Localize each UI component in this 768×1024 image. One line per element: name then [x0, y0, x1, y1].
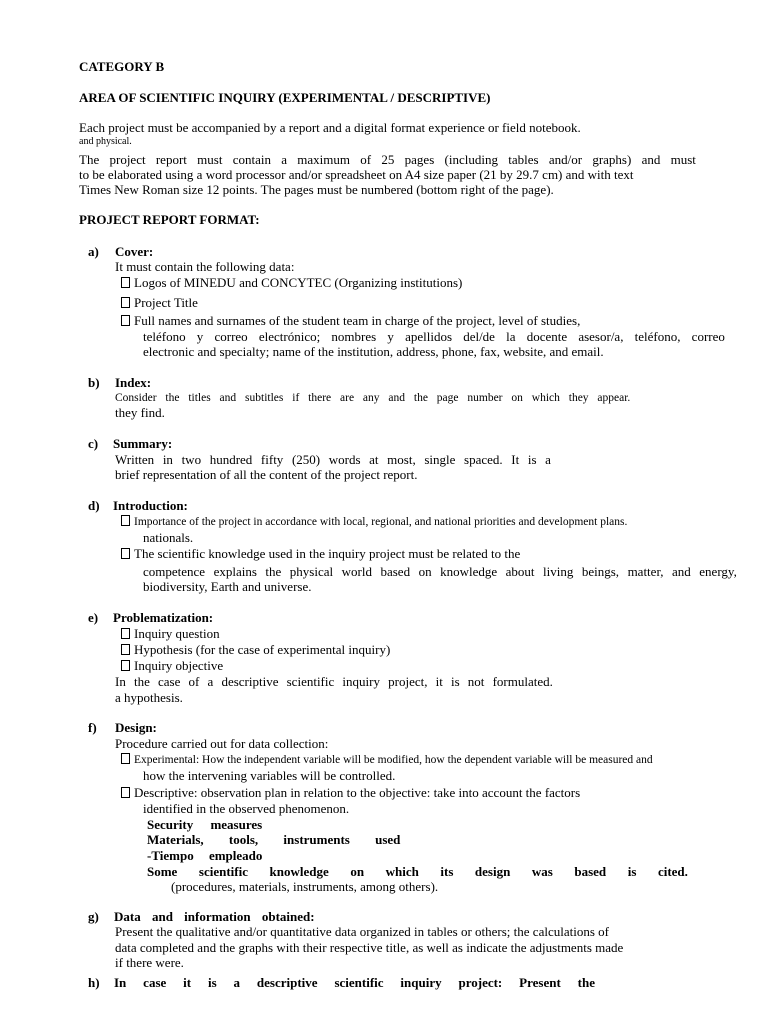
- section-title: Data and information obtained:: [114, 909, 315, 924]
- intro-line: Times New Roman size 12 points. The pages must be numbered (bottom right of the page).: [79, 182, 554, 197]
- section-title: Design:: [115, 720, 157, 735]
- format-heading: PROJECT REPORT FORMAT:: [79, 212, 260, 227]
- checkbox-icon: [121, 628, 130, 639]
- bullet-item: Descriptive: observation plan in relation to the objective: take into account the factors: [121, 785, 693, 801]
- category-heading: CATEGORY B: [79, 59, 165, 74]
- section-letter: e): [88, 610, 99, 625]
- intro-line: The project report must contain a maximum of 25 pages (including tables and/or graphs) and must: [79, 152, 696, 167]
- intro-line: to be elaborated using a word processor and/or spreadsheet on A4 size paper (21 by 29.7 cm) and with text: [79, 167, 634, 182]
- section-title: Summary:: [113, 436, 173, 451]
- section-line: In the case of a descriptive scientific inquiry project, it is not formulated.: [115, 674, 553, 689]
- section-letter: b): [88, 375, 100, 390]
- bullet-item: Hypothesis (for the case of experimental inquiry): [121, 642, 390, 658]
- section-letter: a): [88, 244, 99, 259]
- section-title: Index:: [115, 375, 152, 390]
- design-subitem-continuation: (procedures, materials, instruments, among others).: [171, 879, 439, 894]
- design-subitem: Materials, tools, instruments used: [147, 832, 401, 847]
- checkbox-icon: [121, 297, 130, 308]
- bullet-item: Project Title: [121, 295, 198, 311]
- bullet-continuation: identified in the observed phenomenon.: [143, 801, 350, 816]
- checkbox-icon: [121, 548, 130, 559]
- section-title: Problematization:: [113, 610, 214, 625]
- checkbox-icon: [121, 787, 130, 798]
- section-line: they find.: [115, 405, 165, 420]
- bullet-continuation: competence explains the physical world based on knowledge about living beings, matter, and energy,: [143, 564, 737, 579]
- section-line: Procedure carried out for data collection:: [115, 736, 329, 751]
- checkbox-icon: [121, 753, 130, 764]
- bullet-continuation: electronic and specialty; name of the institution, address, phone, fax, website, and email.: [143, 344, 604, 359]
- design-subitem: -Tiempo empleado: [147, 848, 263, 863]
- checkbox-icon: [121, 660, 130, 671]
- checkbox-icon: [121, 315, 130, 326]
- bullet-item: Logos of MINEDU and CONCYTEC (Organizing institutions): [121, 275, 462, 291]
- checkbox-icon: [121, 515, 130, 526]
- bullet-continuation: teléfono y correo electrónico; nombres y apellidos del/de la docente asesor/a, teléfono, correo: [143, 329, 725, 344]
- checkbox-icon: [121, 644, 130, 655]
- section-line: data completed and the graphs with their respective title, as well as indicate the adjustments made: [115, 940, 624, 955]
- section-line: if there were.: [115, 955, 184, 970]
- design-subitem: Some scientific knowledge on which its design was based is cited.: [147, 864, 688, 879]
- bullet-item: The scientific knowledge used in the inquiry project must be related to the: [121, 546, 520, 562]
- intro-line: Each project must be accompanied by a report and a digital format experience or field notebook.: [79, 120, 581, 135]
- section-letter: g): [88, 909, 99, 924]
- area-heading: AREA OF SCIENTIFIC INQUIRY (EXPERIMENTAL / DESCRIPTIVE): [79, 90, 491, 105]
- bullet-item: Full names and surnames of the student team in charge of the project, level of studies,: [121, 313, 580, 329]
- section-letter: f): [88, 720, 97, 735]
- section-letter: c): [88, 436, 99, 451]
- section-line: Present the qualitative and/or quantitative data organized in tables or others; the calculations of: [115, 924, 609, 939]
- design-subitem: Security measures: [147, 817, 263, 832]
- bullet-item: Experimental: How the independent variable will be modified, how the dependent variable will be measured and: [121, 752, 653, 768]
- section-letter: d): [88, 498, 100, 513]
- section-line: It must contain the following data:: [115, 259, 295, 274]
- intro-line: and physical.: [79, 136, 132, 147]
- section-letter: h): [88, 975, 100, 990]
- bullet-item: Inquiry question: [121, 626, 220, 642]
- bullet-continuation: how the intervening variables will be controlled.: [143, 768, 396, 783]
- section-line: Consider the titles and subtitles if there are any and the page number on which they appear.: [115, 392, 631, 404]
- section-line: brief representation of all the content of the project report.: [115, 467, 418, 482]
- section-title: Cover:: [115, 244, 154, 259]
- checkbox-icon: [121, 277, 130, 288]
- section-title: Introduction:: [113, 498, 188, 513]
- section-line: Written in two hundred fifty (250) words at most, single spaced. It is a: [115, 452, 551, 467]
- section-line: a hypothesis.: [115, 690, 183, 705]
- section-title: In case it is a descriptive scientific inquiry project: Present the: [114, 975, 595, 990]
- bullet-item: Inquiry objective: [121, 658, 223, 674]
- bullet-continuation: nationals.: [143, 530, 194, 545]
- bullet-item: Importance of the project in accordance with local, regional, and national priorities and development plans.: [121, 514, 627, 530]
- bullet-continuation: biodiversity, Earth and universe.: [143, 579, 312, 594]
